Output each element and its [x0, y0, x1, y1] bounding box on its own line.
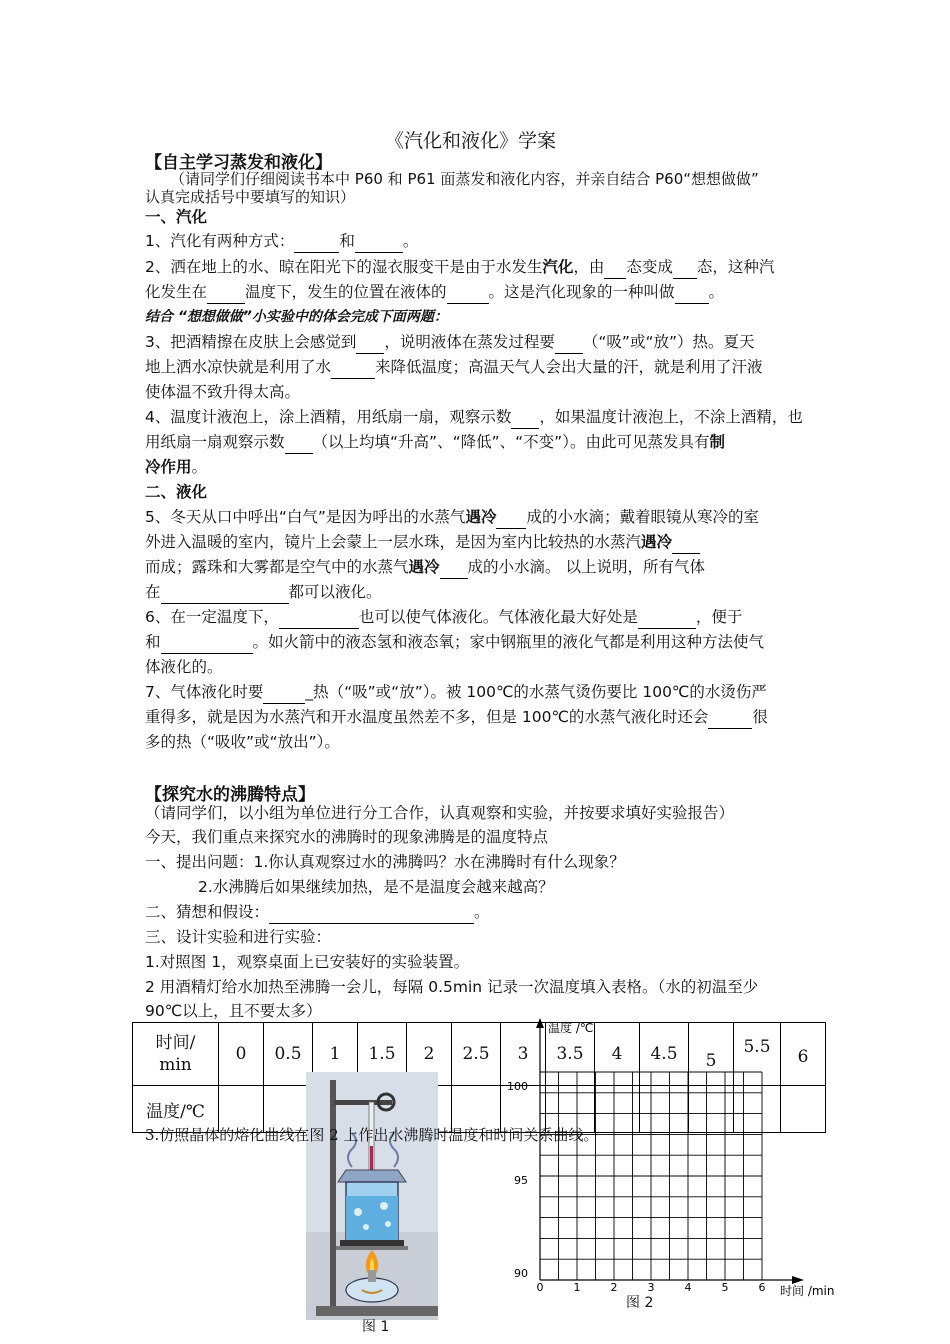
q3-line3: 使体温不致升得太高。 [145, 383, 301, 401]
y-tick-label: 90 [514, 1267, 528, 1280]
q7-line3: 多的热（“吸收”或“放出”）。 [145, 733, 340, 751]
x-axis-label: 时间 /min [780, 1284, 835, 1298]
experiment-step1: 1.对照图 1，观察桌面上已安装好的实验装置。 [145, 953, 470, 971]
experiment-step2-cont: 90℃以上，且不要太多） [145, 1002, 322, 1020]
experiment-step3: 3.仿照晶体的熔化曲线在图 2 上作出水沸腾时温度和时间关系曲线。 [145, 1126, 599, 1144]
answer-blank[interactable] [672, 531, 700, 554]
q6-line1: 6、在一定温度下， 也可以使气体液化。气体液化最大好处是 ，便于 [145, 606, 742, 629]
answer-blank[interactable] [355, 230, 403, 253]
time-cell: 3 [501, 1023, 546, 1086]
answer-blank[interactable] [285, 431, 313, 454]
figure1-caption: 图 1 [362, 1319, 390, 1335]
answer-blank[interactable] [294, 230, 339, 253]
answer-blank[interactable] [708, 706, 752, 729]
step2-hypothesis: 二、猜想和假设： 。 [145, 901, 490, 924]
hypothesis-blank[interactable] [269, 901, 474, 924]
answer-blank[interactable] [496, 506, 526, 529]
y-tick-label: 95 [514, 1174, 528, 1187]
q1: 1、汽化有两种方式： 和 。 [145, 230, 418, 253]
x-tick-label: 1 [573, 1281, 581, 1294]
step3-heading: 三、设计实验和进行实验： [145, 928, 332, 946]
x-tick-label: 6 [758, 1281, 766, 1294]
section1-heading: 【自主学习蒸发和液化】 [145, 153, 332, 173]
time-cell: 6 [781, 1023, 826, 1086]
time-cell: 5.5 [734, 1023, 781, 1086]
answer-blank[interactable] [673, 256, 697, 279]
answer-blank[interactable] [511, 406, 539, 429]
answer-blank[interactable] [356, 331, 384, 354]
time-header: 时间/ min [133, 1023, 219, 1086]
time-cell: 5 [689, 1023, 734, 1086]
x-tick-label: 2 [610, 1281, 618, 1294]
answer-blank[interactable] [447, 281, 489, 304]
section2-heading: 【探究水的沸腾特点】 [145, 785, 315, 805]
answer-blank[interactable] [440, 556, 468, 579]
q7-line1: 7、气体液化时要 _热（“吸”或“放”）。被 100℃的水蒸气烫伤要比 100℃的水烫伤严 [145, 681, 767, 704]
answer-blank[interactable] [675, 281, 709, 304]
answer-blank[interactable] [279, 606, 359, 629]
time-cell: 3.5 [546, 1023, 595, 1086]
q6-line2: 和 。如火箭中的液态氢和液态氧；家中钢瓶里的液化气都是利用这种方法使气 [145, 631, 764, 654]
experiment-step2: 2 用酒精灯给水加热至沸腾一会儿，每隔 0.5min 记录一次温度填入表格。（水的初温至少 [145, 978, 759, 996]
time-cell: 1 [313, 1023, 358, 1086]
y-axis-arrow-icon [536, 1018, 544, 1028]
q4-line2: 用纸扇一扇观察示数 （以上均填“升高”、“降低”、“不变”）。由此可见蒸发具有制 [145, 431, 725, 454]
liquefaction-heading: 二、液化 [145, 483, 208, 501]
x-tick-label: 4 [684, 1281, 692, 1294]
q2-line1: 2、洒在地上的水、晾在阳光下的湿衣服变干是由于水发生汽化，由 态变成 态，这种汽 [145, 256, 774, 279]
time-cell: 0.5 [264, 1023, 313, 1086]
answer-blank[interactable] [638, 606, 696, 629]
graph-grid [540, 1072, 762, 1280]
s1-intro-1: （请同学们仔细阅读书本中 P60 和 P61 面蒸发和液化内容，并亲自结合 P60“想想做做” [170, 170, 759, 188]
figure1-apparatus [306, 1072, 438, 1320]
answer-blank[interactable] [263, 681, 305, 704]
answer-blank[interactable] [331, 356, 375, 379]
time-cell: 4.5 [640, 1023, 689, 1086]
q7-line2: 重得多，就是因为水蒸汽和开水温度虽然差不多，但是 100℃的水蒸气液化时还会 很 [145, 706, 768, 729]
q2-line2: 化发生在 温度下，发生的位置在液体的 。这是汽化现象的一种叫做 。 [145, 281, 724, 304]
y-tick-label: 100 [507, 1080, 528, 1093]
time-cell: 2 [407, 1023, 452, 1086]
q3-line1: 3、把酒精擦在皮肤上会感觉到 ，说明液体在蒸发过程要 （“吸”或“放”）热。夏天 [145, 331, 755, 354]
q4-line3: 冷作用。 [145, 458, 208, 476]
time-cell: 0 [219, 1023, 264, 1086]
hands-on-note: 结合 “想想做做”小实验中的体会完成下面两题： [145, 309, 448, 325]
time-cell: 2.5 [452, 1023, 501, 1086]
s1-intro-2: 认真完成括号中要填写的知识） [145, 188, 356, 206]
time-cell: 4 [595, 1023, 640, 1086]
answer-blank[interactable] [555, 331, 583, 354]
figure2-caption: 图 2 [626, 1295, 654, 1311]
x-tick-label: 5 [721, 1281, 729, 1294]
page-title: 《汽化和液化》学案 [385, 130, 557, 152]
figure2-graph [500, 1012, 845, 1317]
q6-line3: 体液化的。 [145, 658, 223, 676]
answer-blank[interactable] [207, 281, 245, 304]
q5-line2: 外进入温暖的室内，镜片上会蒙上一层水珠，是因为室内比较热的水蒸汽遇冷 [145, 531, 700, 554]
answer-blank[interactable] [604, 256, 626, 279]
step1-question1: 一、提出问题：1.你认真观察过水的沸腾吗？水在沸腾时有什么现象？ [145, 853, 625, 871]
step1-question2: 2.水沸腾后如果继续加热，是不是温度会越来越高？ [198, 878, 554, 896]
q4-line1: 4、温度计液泡上，涂上酒精，用纸扇一扇，观察示数 ，如果温度计液泡上，不涂上酒精，也 [145, 406, 803, 429]
y-axis-label: 温度 /℃ [548, 1021, 594, 1035]
q5-line1: 5、冬天从口中呼出“白气”是因为呼出的水蒸气遇冷 成的小水滴；戴着眼镜从寒冷的室 [145, 506, 759, 529]
answer-blank[interactable] [161, 631, 253, 654]
q3-line2: 地上洒水凉快就是利用了水 来降低温度；高温天气人会出大量的汗，就是利用了汗液 [145, 356, 763, 379]
s2-intro: （请同学们，以小组为单位进行分工合作，认真观察和实验，并按要求填好实验报告） [145, 804, 735, 822]
answer-blank[interactable] [161, 581, 289, 604]
q5-line3: 而成；露珠和大雾都是空气中的水蒸气遇冷 成的小水滴。 以上说明，所有气体 [145, 556, 705, 579]
x-tick-label: 0 [536, 1281, 544, 1294]
vaporization-heading: 一、汽化 [145, 208, 208, 226]
s2-today: 今天，我们重点来探究水的沸腾时的现象沸腾是的温度特点 [145, 828, 549, 846]
x-tick-label: 3 [647, 1281, 655, 1294]
q5-line4: 在 都可以液化。 [145, 581, 382, 604]
x-axis-arrow-icon [792, 1276, 804, 1284]
time-cell: 1.5 [358, 1023, 407, 1086]
temperature-header: 温度/℃ [133, 1086, 219, 1133]
